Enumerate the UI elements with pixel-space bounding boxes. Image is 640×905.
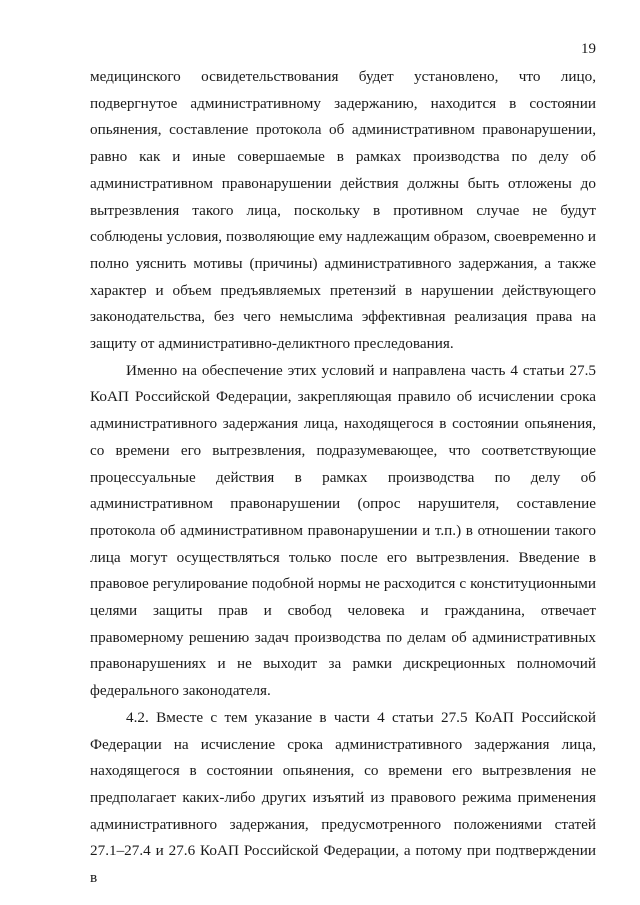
paragraph-article-27-5: Именно на обеспечение этих условий и направлена часть 4 статьи 27.5 КоАП Российской Федерации, закрепляющая правило об исчислении срока административного задержания лица, находящегося в состоянии опьянения, со времени его вытрезвления, подразумевающее, что соответствующие процессуальные действия в рамках производства по делу об административном правонарушении (опрос нарушителя, составление протокола об административном правонарушении и т.п.) в отношении такого лица могут осуществляться только после его вытрезвления. Введение в правовое регулирование подобной нормы не расходится с конституционными целями защиты прав и свобод человека и гражданина, отвечает правомерному решению задач производства по делам об административных правонарушениях и не выходит за рамки дискреционных полномочий федерального законодателя. (90, 361, 596, 700)
document-body (90, 64, 596, 892)
paragraph-continued: медицинского освидетельствования будет установлено, что лицо, подвергнутое административному задержанию, находится в состоянии опьянения, составление протокола об административном правонарушении, равно как и иные совершаемые в рамках производства по делу об административном правонарушении действия должны быть отложены до вытрезвления такого лица, поскольку в противном случае не будут соблюдены условия, позволяющие ему надлежащим образом, своевременно и полно уяснить мотивы (причины) административного задержания, а также характер и объем предъявляемых претензий в нарушении действующего законодательства, без чего немыслима эффективная реализация права на защиту от административно-деликтного преследования. (90, 68, 596, 353)
page-number: 19 (581, 41, 596, 57)
paragraph-4-2: 4.2. Вместе с тем указание в части 4 статьи 27.5 КоАП Российской Федерации на исчисление срока административного задержания лица, находящегося в состоянии опьянения, со времени его вытрезвления не предполагает каких-либо других изъятий из правового режима применения административного задержания, предусмотренного положениями статей 27.1–27.4 и 27.6 КоАП Российской Федерации, а потому при подтверждении в (90, 708, 596, 887)
